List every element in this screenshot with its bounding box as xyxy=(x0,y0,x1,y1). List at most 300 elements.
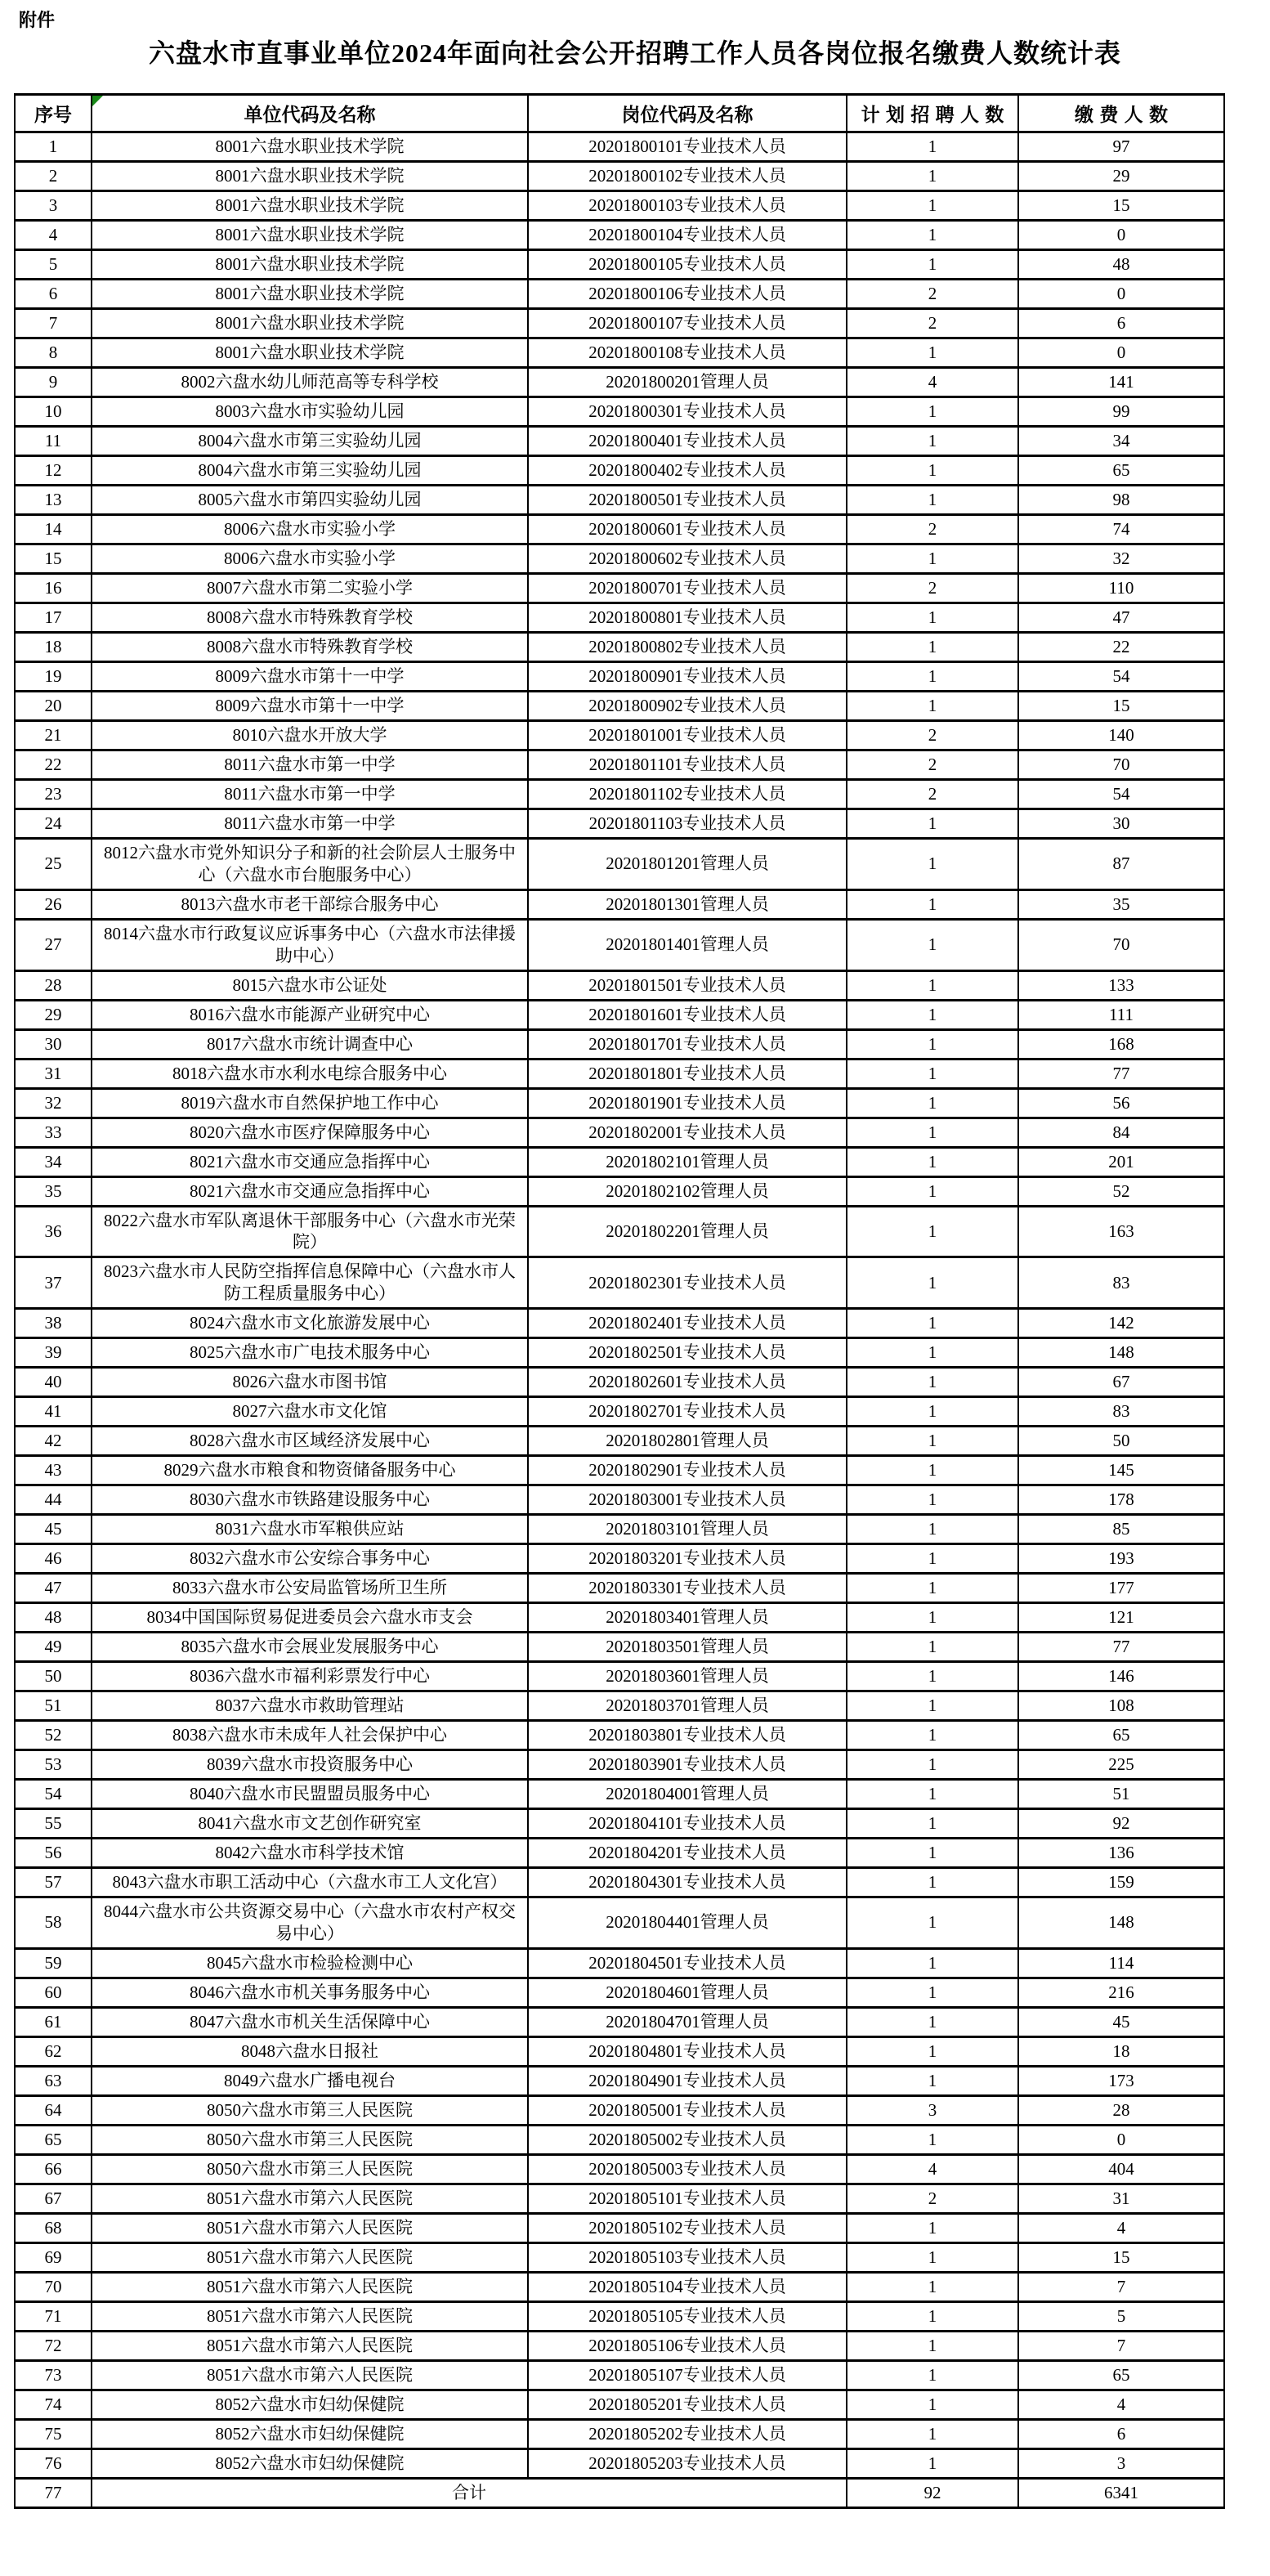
table-cell: 71 xyxy=(15,2301,92,2331)
table-cell: 54 xyxy=(1018,662,1224,692)
table-cell: 64 xyxy=(15,2095,92,2125)
table-cell: 8008六盘水市特殊教育学校 xyxy=(92,633,528,662)
table-cell: 32 xyxy=(15,1088,92,1118)
table-cell: 8008六盘水市特殊教育学校 xyxy=(92,603,528,633)
table-cell: 148 xyxy=(1018,1897,1224,1949)
table-cell: 20201800902专业技术人员 xyxy=(528,692,847,721)
table-cell: 1 xyxy=(847,1088,1018,1118)
col-header-planned: 计划招聘人数 xyxy=(847,95,1018,132)
table-cell: 20201800104专业技术人员 xyxy=(528,221,847,250)
table-cell: 20201800301专业技术人员 xyxy=(528,397,847,427)
table-cell: 16 xyxy=(15,574,92,603)
table-row xyxy=(15,1000,1224,1029)
table-cell: 15 xyxy=(15,544,92,574)
table-cell: 1 xyxy=(847,1338,1018,1368)
table-cell: 20201805102专业技术人员 xyxy=(528,2213,847,2242)
table-cell: 168 xyxy=(1018,1029,1224,1059)
table-cell: 1 xyxy=(847,839,1018,890)
table-cell: 28 xyxy=(1018,2095,1224,2125)
table-row xyxy=(15,809,1224,839)
table-cell: 8 xyxy=(15,338,92,368)
table-cell: 8026六盘水市图书馆 xyxy=(92,1368,528,1397)
table-cell: 99 xyxy=(1018,397,1224,427)
table-cell: 31 xyxy=(15,1059,92,1088)
table-cell: 3 xyxy=(1018,2448,1224,2478)
table-cell: 1 xyxy=(847,427,1018,456)
table-cell: 45 xyxy=(1018,2007,1224,2036)
table-cell: 8034中国国际贸易促进委员会六盘水市支会 xyxy=(92,1603,528,1633)
table-cell: 2 xyxy=(847,750,1018,780)
table-cell: 1 xyxy=(847,162,1018,191)
table-cell: 20201805203专业技术人员 xyxy=(528,2448,847,2478)
table-cell: 20201800201管理人员 xyxy=(528,368,847,397)
table-cell: 20201800101专业技术人员 xyxy=(528,132,847,162)
table-cell: 28 xyxy=(15,970,92,1000)
table-cell: 31 xyxy=(1018,2184,1224,2213)
table-cell: 68 xyxy=(15,2213,92,2242)
table-cell: 1 xyxy=(847,633,1018,662)
table-cell: 1 xyxy=(847,1206,1018,1257)
table-cell: 69 xyxy=(15,2242,92,2272)
table-cell: 58 xyxy=(15,1897,92,1949)
table-cell: 20201805103专业技术人员 xyxy=(528,2242,847,2272)
table-cell: 20201801001专业技术人员 xyxy=(528,721,847,750)
table-cell: 合计 xyxy=(92,2478,847,2507)
table-cell: 20201802601专业技术人员 xyxy=(528,1368,847,1397)
cell-corner-marker xyxy=(92,96,103,106)
table-cell: 54 xyxy=(1018,780,1224,809)
table-row xyxy=(15,919,1224,970)
table-row xyxy=(15,544,1224,574)
table-cell: 1 xyxy=(847,1147,1018,1176)
table-cell: 62 xyxy=(15,2036,92,2066)
table-cell: 8050六盘水市第三人民医院 xyxy=(92,2095,528,2125)
table-cell: 20201800701专业技术人员 xyxy=(528,574,847,603)
table-cell: 13 xyxy=(15,486,92,515)
table-cell: 26 xyxy=(15,889,92,919)
table-row xyxy=(15,1176,1224,1206)
table-row xyxy=(15,662,1224,692)
table-cell: 8028六盘水市区域经济发展中心 xyxy=(92,1427,528,1456)
table-cell: 52 xyxy=(15,1721,92,1750)
table-cell: 20201802701专业技术人员 xyxy=(528,1397,847,1427)
table-cell: 57 xyxy=(15,1868,92,1897)
table-cell: 8051六盘水市第六人民医院 xyxy=(92,2301,528,2331)
table-row xyxy=(15,280,1224,309)
table-cell: 173 xyxy=(1018,2066,1224,2095)
report-table xyxy=(14,93,1225,2509)
table-cell: 56 xyxy=(15,1839,92,1868)
table-row xyxy=(15,1780,1224,1809)
table-cell: 9 xyxy=(15,368,92,397)
table-cell: 8001六盘水职业技术学院 xyxy=(92,162,528,191)
table-cell: 98 xyxy=(1018,486,1224,515)
table-cell: 7 xyxy=(15,309,92,338)
table-row xyxy=(15,2448,1224,2478)
table-row xyxy=(15,750,1224,780)
table-row xyxy=(15,309,1224,338)
table-cell: 8042六盘水市科学技术馆 xyxy=(92,1839,528,1868)
table-cell: 20201801103专业技术人员 xyxy=(528,809,847,839)
table-cell: 146 xyxy=(1018,1662,1224,1691)
header-row xyxy=(15,95,1224,132)
table-cell: 22 xyxy=(1018,633,1224,662)
table-row xyxy=(15,397,1224,427)
table-cell: 76 xyxy=(15,2448,92,2478)
table-cell: 8051六盘水市第六人民医院 xyxy=(92,2213,528,2242)
table-cell: 8044六盘水市公共资源交易中心（六盘水市农村产权交易中心） xyxy=(92,1897,528,1949)
table-row xyxy=(15,889,1224,919)
table-cell: 8024六盘水市文化旅游发展中心 xyxy=(92,1309,528,1338)
table-cell: 20201800402专业技术人员 xyxy=(528,456,847,486)
table-cell: 20201800103专业技术人员 xyxy=(528,191,847,221)
table-row xyxy=(15,2272,1224,2301)
table-cell: 77 xyxy=(1018,1059,1224,1088)
table-row xyxy=(15,1750,1224,1780)
table-row xyxy=(15,1147,1224,1176)
table-cell: 114 xyxy=(1018,1948,1224,1978)
table-cell: 1 xyxy=(847,603,1018,633)
table-cell: 20201804401管理人员 xyxy=(528,1897,847,1949)
table-cell: 20201805105专业技术人员 xyxy=(528,2301,847,2331)
table-cell: 8001六盘水职业技术学院 xyxy=(92,309,528,338)
table-cell: 8012六盘水市党外知识分子和新的社会阶层人士服务中心（六盘水市台胞服务中心） xyxy=(92,839,528,890)
table-cell: 8015六盘水市公证处 xyxy=(92,970,528,1000)
table-cell: 14 xyxy=(15,515,92,544)
table-cell: 20201804701管理人员 xyxy=(528,2007,847,2036)
table-cell: 20201803901专业技术人员 xyxy=(528,1750,847,1780)
table-cell: 2 xyxy=(847,309,1018,338)
table-cell: 29 xyxy=(15,1000,92,1029)
table-cell: 8052六盘水市妇幼保健院 xyxy=(92,2390,528,2419)
table-cell: 8014六盘水市行政复议应诉事务中心（六盘水市法律援助中心） xyxy=(92,919,528,970)
table-cell: 4 xyxy=(1018,2390,1224,2419)
table-cell: 8050六盘水市第三人民医院 xyxy=(92,2125,528,2154)
table-cell: 1 xyxy=(847,1978,1018,2007)
table-cell: 1 xyxy=(847,809,1018,839)
table-row xyxy=(15,2213,1224,2242)
table-cell: 20201801701专业技术人员 xyxy=(528,1029,847,1059)
table-cell: 18 xyxy=(15,633,92,662)
table-cell: 20201801201管理人员 xyxy=(528,839,847,890)
table-cell: 7 xyxy=(1018,2272,1224,2301)
table-cell: 20201805104专业技术人员 xyxy=(528,2272,847,2301)
table-cell: 33 xyxy=(15,1118,92,1147)
table-cell: 20201801501专业技术人员 xyxy=(528,970,847,1000)
table-cell: 70 xyxy=(1018,750,1224,780)
table-cell: 1 xyxy=(847,1485,1018,1515)
table-cell: 1 xyxy=(847,2419,1018,2448)
table-cell: 8021六盘水市交通应急指挥中心 xyxy=(92,1176,528,1206)
table-cell: 20201801901专业技术人员 xyxy=(528,1088,847,1118)
table-cell: 1 xyxy=(847,2331,1018,2360)
table-cell: 8051六盘水市第六人民医院 xyxy=(92,2360,528,2390)
table-cell: 225 xyxy=(1018,1750,1224,1780)
table-cell: 121 xyxy=(1018,1603,1224,1633)
table-cell: 39 xyxy=(15,1338,92,1368)
table-cell: 1 xyxy=(847,338,1018,368)
table-cell: 67 xyxy=(15,2184,92,2213)
col-header-index: 序号 xyxy=(15,95,92,132)
table-cell: 8006六盘水市实验小学 xyxy=(92,544,528,574)
table-cell: 8030六盘水市铁路建设服务中心 xyxy=(92,1485,528,1515)
table-cell: 1 xyxy=(847,1176,1018,1206)
table-row xyxy=(15,162,1224,191)
table-cell: 60 xyxy=(15,1978,92,2007)
table-cell: 108 xyxy=(1018,1691,1224,1721)
table-cell: 20201803101管理人员 xyxy=(528,1515,847,1544)
table-cell: 8001六盘水职业技术学院 xyxy=(92,250,528,280)
table-cell: 63 xyxy=(15,2066,92,2095)
table-cell: 1 xyxy=(847,2301,1018,2331)
table-cell: 49 xyxy=(15,1633,92,1662)
table-cell: 97 xyxy=(1018,132,1224,162)
table-cell: 50 xyxy=(1018,1427,1224,1456)
table-cell: 44 xyxy=(15,1485,92,1515)
table-cell: 1 xyxy=(847,2007,1018,2036)
table-cell: 8052六盘水市妇幼保健院 xyxy=(92,2448,528,2478)
table-cell: 20201803701管理人员 xyxy=(528,1691,847,1721)
table-row xyxy=(15,1088,1224,1118)
table-cell: 1 xyxy=(847,692,1018,721)
table-cell: 20201802501专业技术人员 xyxy=(528,1338,847,1368)
table-cell: 29 xyxy=(1018,162,1224,191)
table-cell: 8039六盘水市投资服务中心 xyxy=(92,1750,528,1780)
table-cell: 8013六盘水市老干部综合服务中心 xyxy=(92,889,528,919)
table-cell: 6 xyxy=(1018,2419,1224,2448)
col-header-unit-label: 单位代码及名称 xyxy=(244,105,376,125)
table-row xyxy=(15,132,1224,162)
table-cell: 177 xyxy=(1018,1574,1224,1603)
table-row xyxy=(15,2007,1224,2036)
table-cell: 1 xyxy=(847,1257,1018,1309)
table-cell: 163 xyxy=(1018,1206,1224,1257)
table-cell: 1 xyxy=(847,2360,1018,2390)
table-cell: 8049六盘水广播电视台 xyxy=(92,2066,528,2095)
table-row xyxy=(15,1485,1224,1515)
table-cell: 54 xyxy=(15,1780,92,1809)
table-cell: 8050六盘水市第三人民医院 xyxy=(92,2154,528,2184)
table-cell: 8001六盘水职业技术学院 xyxy=(92,191,528,221)
table-cell: 20201804001管理人员 xyxy=(528,1780,847,1809)
table-cell: 74 xyxy=(15,2390,92,2419)
table-cell: 51 xyxy=(15,1691,92,1721)
table-cell: 23 xyxy=(15,780,92,809)
table-cell: 40 xyxy=(15,1368,92,1397)
table-cell: 8006六盘水市实验小学 xyxy=(92,515,528,544)
attachment-label: 附件 xyxy=(19,10,56,30)
table-cell: 11 xyxy=(15,427,92,456)
table-cell: 8027六盘水市文化馆 xyxy=(92,1397,528,1427)
table-cell: 65 xyxy=(1018,456,1224,486)
table-cell: 20201804901专业技术人员 xyxy=(528,2066,847,2095)
table-cell: 20201804801专业技术人员 xyxy=(528,2036,847,2066)
table-cell: 22 xyxy=(15,750,92,780)
table-cell: 20201802401专业技术人员 xyxy=(528,1309,847,1338)
table-cell: 20201805106专业技术人员 xyxy=(528,2331,847,2360)
table-cell: 20201800601专业技术人员 xyxy=(528,515,847,544)
table-cell: 1 xyxy=(847,1456,1018,1485)
table-cell: 10 xyxy=(15,397,92,427)
table-cell: 1 xyxy=(847,456,1018,486)
table-cell: 8041六盘水市文艺创作研究室 xyxy=(92,1809,528,1839)
table-cell: 1 xyxy=(847,1868,1018,1897)
table-cell: 1 xyxy=(847,250,1018,280)
col-header-paid: 缴费人数 xyxy=(1018,95,1224,132)
table-cell: 6 xyxy=(15,280,92,309)
table-row xyxy=(15,721,1224,750)
table-row xyxy=(15,1118,1224,1147)
table-row xyxy=(15,633,1224,662)
table-cell: 20201800802专业技术人员 xyxy=(528,633,847,662)
table-row xyxy=(15,486,1224,515)
table-cell: 20201803201专业技术人员 xyxy=(528,1544,847,1574)
table-cell: 20201805202专业技术人员 xyxy=(528,2419,847,2448)
table-row xyxy=(15,2036,1224,2066)
table-cell: 2 xyxy=(847,2184,1018,2213)
table-cell: 8037六盘水市救助管理站 xyxy=(92,1691,528,1721)
table-cell: 56 xyxy=(1018,1088,1224,1118)
table-row xyxy=(15,1427,1224,1456)
table-cell: 20201802201管理人员 xyxy=(528,1206,847,1257)
table-row xyxy=(15,2242,1224,2272)
table-row xyxy=(15,2301,1224,2331)
table-cell: 20201802901专业技术人员 xyxy=(528,1456,847,1485)
table-row xyxy=(15,221,1224,250)
table-cell: 8005六盘水市第四实验幼儿园 xyxy=(92,486,528,515)
table-cell: 20201800107专业技术人员 xyxy=(528,309,847,338)
table-cell: 46 xyxy=(15,1544,92,1574)
table-cell: 8033六盘水市公安局监管场所卫生所 xyxy=(92,1574,528,1603)
table-cell: 8045六盘水市检验检测中心 xyxy=(92,1948,528,1978)
table-cell: 142 xyxy=(1018,1309,1224,1338)
table-cell: 20201801101专业技术人员 xyxy=(528,750,847,780)
table-cell: 20201802301专业技术人员 xyxy=(528,1257,847,1309)
table-row xyxy=(15,1839,1224,1868)
table-row xyxy=(15,1897,1224,1949)
table-cell: 65 xyxy=(1018,2360,1224,2390)
table-row xyxy=(15,1309,1224,1338)
table-row xyxy=(15,1368,1224,1397)
table-row xyxy=(15,1868,1224,1897)
table-cell: 20201800106专业技术人员 xyxy=(528,280,847,309)
table-cell: 133 xyxy=(1018,970,1224,1000)
table-cell: 4 xyxy=(15,221,92,250)
table-cell: 20201805001专业技术人员 xyxy=(528,2095,847,2125)
table-cell: 8025六盘水市广电技术服务中心 xyxy=(92,1338,528,1368)
table-row xyxy=(15,338,1224,368)
col-header-unit xyxy=(92,95,528,132)
table-cell: 73 xyxy=(15,2360,92,2390)
table-cell: 1 xyxy=(847,1809,1018,1839)
table-cell: 20201800901专业技术人员 xyxy=(528,662,847,692)
table-cell: 8001六盘水职业技术学院 xyxy=(92,280,528,309)
table-cell: 72 xyxy=(15,2331,92,2360)
table-cell: 1 xyxy=(847,889,1018,919)
table-cell: 8009六盘水市第十一中学 xyxy=(92,662,528,692)
table-row xyxy=(15,1456,1224,1485)
table-row xyxy=(15,1662,1224,1691)
table-cell: 66 xyxy=(15,2154,92,2184)
table-cell: 20201800801专业技术人员 xyxy=(528,603,847,633)
table-cell: 20201802001专业技术人员 xyxy=(528,1118,847,1147)
table-cell: 20201802101管理人员 xyxy=(528,1147,847,1176)
table-cell: 30 xyxy=(15,1029,92,1059)
table-row xyxy=(15,250,1224,280)
table-row xyxy=(15,970,1224,1000)
table-cell: 8004六盘水市第三实验幼儿园 xyxy=(92,427,528,456)
table-row xyxy=(15,427,1224,456)
table-cell: 1 xyxy=(847,1897,1018,1949)
table-cell: 55 xyxy=(15,1809,92,1839)
table-cell: 5 xyxy=(1018,2301,1224,2331)
table-cell: 77 xyxy=(15,2478,92,2507)
table-cell: 6341 xyxy=(1018,2478,1224,2507)
table-cell: 83 xyxy=(1018,1397,1224,1427)
table-cell: 20201803501管理人员 xyxy=(528,1633,847,1662)
table-cell: 47 xyxy=(1018,603,1224,633)
table-row xyxy=(15,191,1224,221)
table-cell: 20201804301专业技术人员 xyxy=(528,1868,847,1897)
table-cell: 148 xyxy=(1018,1338,1224,1368)
table-cell: 70 xyxy=(1018,919,1224,970)
table-cell: 15 xyxy=(1018,692,1224,721)
table-row xyxy=(15,2095,1224,2125)
table-row xyxy=(15,1257,1224,1309)
table-cell: 1 xyxy=(847,2272,1018,2301)
table-cell: 8031六盘水市军粮供应站 xyxy=(92,1515,528,1544)
table-row xyxy=(15,1721,1224,1750)
table-cell: 1 xyxy=(847,662,1018,692)
table-cell: 1 xyxy=(847,1691,1018,1721)
table-cell: 8003六盘水市实验幼儿园 xyxy=(92,397,528,427)
table-cell: 1 xyxy=(847,544,1018,574)
table-cell: 1 xyxy=(847,132,1018,162)
table-cell: 4 xyxy=(847,2154,1018,2184)
table-row xyxy=(15,2066,1224,2095)
table-cell: 21 xyxy=(15,721,92,750)
table-cell: 70 xyxy=(15,2272,92,2301)
table-cell: 24 xyxy=(15,809,92,839)
table-cell: 1 xyxy=(847,1721,1018,1750)
table-cell: 8051六盘水市第六人民医院 xyxy=(92,2331,528,2360)
table-cell: 8035六盘水市会展业发展服务中心 xyxy=(92,1633,528,1662)
table-cell: 15 xyxy=(1018,2242,1224,2272)
table-cell: 1 xyxy=(847,1633,1018,1662)
table-cell: 20201803401管理人员 xyxy=(528,1603,847,1633)
table-row xyxy=(15,780,1224,809)
table-cell: 1 xyxy=(847,2242,1018,2272)
table-row xyxy=(15,1515,1224,1544)
table-cell: 8043六盘水市职工活动中心（六盘水市工人文化宫） xyxy=(92,1868,528,1897)
table-cell: 15 xyxy=(1018,191,1224,221)
table-cell: 20201801601专业技术人员 xyxy=(528,1000,847,1029)
table-cell: 8009六盘水市第十一中学 xyxy=(92,692,528,721)
table-cell: 83 xyxy=(1018,1257,1224,1309)
table-cell: 1 xyxy=(847,221,1018,250)
table-cell: 8001六盘水职业技术学院 xyxy=(92,338,528,368)
table-cell: 5 xyxy=(15,250,92,280)
table-cell: 20201802102管理人员 xyxy=(528,1176,847,1206)
table-cell: 8040六盘水市民盟盟员服务中心 xyxy=(92,1780,528,1809)
table-cell: 2 xyxy=(847,574,1018,603)
table-cell: 111 xyxy=(1018,1000,1224,1029)
table-cell: 12 xyxy=(15,456,92,486)
table-cell: 1 xyxy=(847,191,1018,221)
table-cell: 32 xyxy=(1018,544,1224,574)
table-cell: 0 xyxy=(1018,221,1224,250)
table-cell: 20201805003专业技术人员 xyxy=(528,2154,847,2184)
